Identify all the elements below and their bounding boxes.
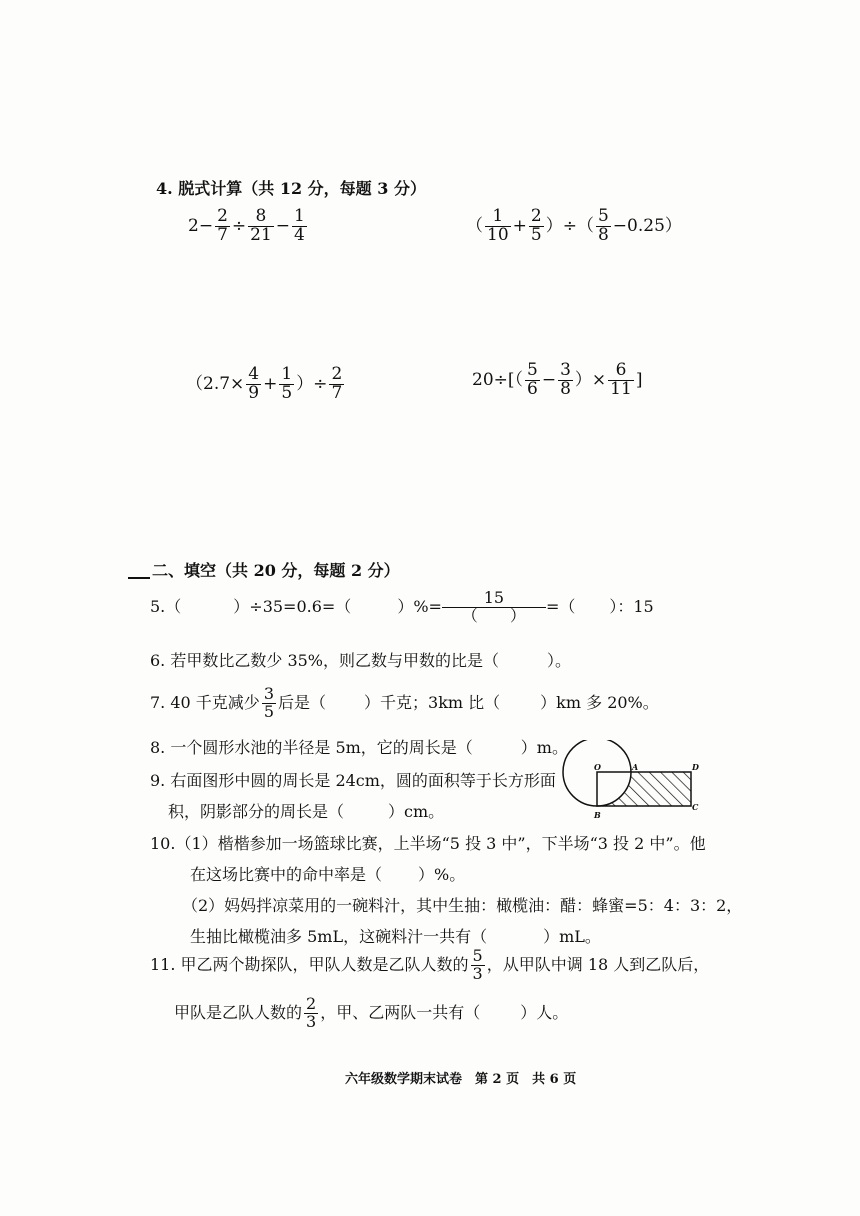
question-10-part-2-line-1: （2）妈妈拌凉菜用的一碗料汁，其中生抽：橄榄油：醋：蜂蜜=5：4：3：2， [182, 896, 743, 915]
question-10-part-1-line-2 [190, 862, 465, 885]
fraction [246, 366, 261, 403]
q10-text: 生抽比橄榄油多 5mL，这碗料汁一共有（ [190, 927, 488, 946]
operator: ）÷ [296, 373, 328, 394]
paren: （ [466, 215, 483, 236]
q5-text: ）÷35=0.6=（ [233, 596, 352, 616]
fraction [529, 208, 544, 245]
operator: − [275, 215, 291, 236]
q11-text: ，从甲队中调 18 人到乙队后， [486, 954, 710, 974]
fraction-denominator: 5 [281, 382, 293, 403]
q7-text: ）千克；3km 比（ [364, 692, 501, 712]
expression-3 [186, 366, 346, 403]
fraction [304, 996, 318, 1031]
question-8 [150, 735, 568, 758]
q6-text: ）。 [547, 651, 572, 670]
expr-tail: −0.25） [612, 215, 682, 236]
q5-text: 5.（ [150, 596, 182, 616]
section2-header: 二、填空（共 20 分，每题 2 分） [152, 561, 400, 580]
label-b: B [594, 810, 601, 820]
q5-text: ）：15 [609, 596, 654, 616]
question-9-line-2 [168, 799, 444, 822]
fraction-denominator: 7 [331, 382, 343, 403]
operator: ÷ [231, 215, 247, 236]
question-11-line-2 [174, 996, 568, 1031]
fraction [558, 362, 573, 399]
q6-text: 6. 若甲数比乙数少 35%，则乙数与甲数的比是（ [150, 651, 500, 670]
fraction-numerator: 5 [597, 206, 609, 226]
fraction-denominator: 10 [487, 224, 509, 245]
shaded-region [597, 772, 691, 806]
q7-text: 后是（ [278, 692, 327, 712]
q9-text: ）cm。 [388, 802, 445, 821]
operator: + [263, 373, 278, 394]
fraction [329, 366, 344, 403]
q9-text: 积，阴影部分的周长是（ [168, 802, 345, 821]
operator: ）× [574, 369, 607, 390]
expr-tail: ] [635, 369, 643, 390]
operator: − [541, 369, 557, 390]
q11-text: ）人。 [520, 1002, 569, 1022]
fraction [279, 366, 294, 403]
fraction-denominator: 3 [306, 1011, 317, 1031]
q10-text: ）mL。 [543, 927, 601, 946]
circle-rectangle-figure [560, 740, 710, 824]
expr1-lead: 2− [188, 215, 214, 236]
q11-text: ，甲、乙两队一共有（ [320, 1002, 481, 1022]
q10-text: 在这场比赛中的命中率是（ [190, 865, 383, 884]
q7-text: 7. 40 千克减少 [150, 692, 260, 712]
q10-text: ）%。 [418, 865, 466, 884]
q11-text: 甲队是乙队人数的 [174, 1002, 303, 1022]
fraction-numerator: 2 [331, 364, 343, 384]
fraction [596, 208, 611, 245]
question-10-part-2-line-2 [190, 924, 601, 947]
fraction-denominator: 21 [250, 224, 272, 245]
fraction-numerator: 2 [530, 206, 542, 226]
operator: + [512, 215, 527, 236]
fraction [525, 362, 540, 399]
q8-text: ）m。 [520, 738, 568, 757]
fraction-denominator[interactable]: （ ） [442, 607, 546, 625]
fraction-numerator: 2 [306, 994, 317, 1013]
expr3-lead: （2.7× [186, 373, 245, 394]
label-d: D [692, 762, 699, 772]
question-10-part-1-line-1: 10.（1）楷楷参加一场篮球比赛，上半场“5 投 3 中”，下半场“3 投 2 中”。他 [150, 834, 706, 853]
label-o: O [594, 762, 601, 772]
fraction-denominator: 9 [248, 382, 260, 403]
question-11-line-1 [150, 948, 709, 983]
fraction-numerator: 3 [560, 360, 571, 380]
question-7 [150, 686, 659, 721]
fraction-numerator: 4 [248, 364, 260, 384]
fraction [262, 686, 276, 721]
expression-2 [466, 208, 682, 245]
fraction [248, 208, 274, 245]
fraction-numerator: 2 [217, 206, 228, 226]
fraction-denominator: 5 [530, 224, 542, 245]
q11-text: 11. 甲乙两个勘探队，甲队人数是乙队人数的 [150, 954, 469, 974]
section4-header: 4. 脱式计算（共 12 分，每题 3 分） [156, 179, 426, 198]
margin-mark [128, 577, 150, 579]
fraction-numerator: 1 [281, 364, 293, 384]
expr4-lead: 20÷[（ [472, 369, 524, 390]
q8-text: 8. 一个圆形水池的半径是 5m，它的周长是（ [150, 738, 473, 757]
fraction-numerator: 15 [483, 588, 505, 607]
fraction-denominator: 6 [527, 378, 538, 399]
page-footer: 六年级数学期末试卷 第 2 页 共 6 页 [345, 1072, 577, 1087]
fraction-numerator: 3 [263, 684, 274, 703]
fraction-numerator: 5 [472, 946, 483, 965]
fraction [608, 362, 634, 399]
fraction-numerator: 8 [255, 206, 267, 226]
fraction-denominator: 5 [263, 701, 274, 721]
label-a: A [632, 762, 639, 772]
fraction [471, 948, 485, 983]
fraction [444, 590, 544, 625]
fraction [292, 208, 307, 245]
question-6 [150, 648, 571, 671]
expression-4 [472, 362, 642, 399]
question-5 [150, 590, 654, 625]
q5-text: =（ [545, 596, 576, 616]
question-9-line-1: 9. 右面图形中圆的周长是 24cm，圆的面积等于长方形面 [150, 771, 556, 790]
fraction-numerator: 1 [492, 206, 504, 226]
fraction-denominator: 3 [472, 963, 483, 983]
fraction [215, 208, 230, 245]
q7-text: ）km 多 20%。 [540, 692, 659, 712]
fraction-denominator: 7 [217, 224, 228, 245]
label-c: C [692, 802, 699, 812]
fraction-numerator: 6 [615, 360, 627, 380]
expression-1 [188, 208, 309, 245]
fraction-numerator: 1 [294, 206, 305, 226]
operator: ）÷（ [545, 215, 594, 236]
fraction-denominator: 11 [610, 378, 632, 399]
fraction-denominator: 8 [597, 224, 609, 245]
q5-text: ）%= [397, 596, 442, 616]
fraction-numerator: 5 [527, 360, 538, 380]
fraction-denominator: 4 [294, 224, 305, 245]
fraction [485, 208, 511, 245]
fraction-denominator: 8 [560, 378, 571, 399]
